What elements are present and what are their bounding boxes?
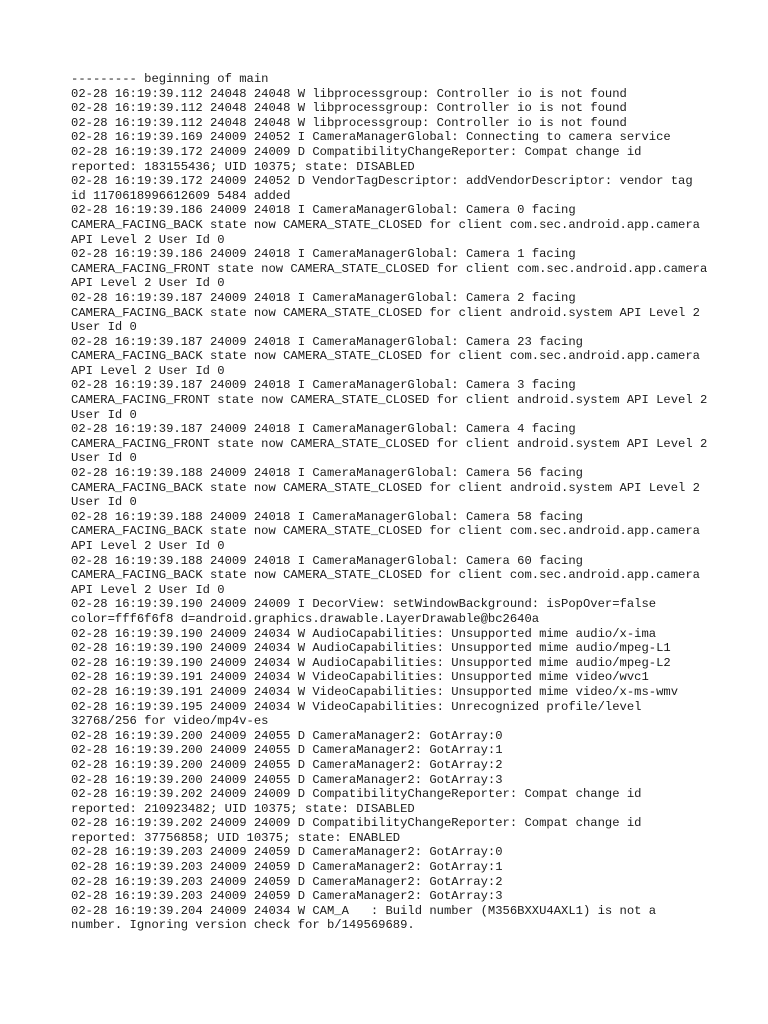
log-line: 02-28 16:19:39.195 24009 24034 W VideoCapabilities: Unrecognized profile/level 32768/256 for video/mp4v-es	[71, 699, 649, 729]
log-line: 02-28 16:19:39.187 24009 24018 I CameraManagerGlobal: Camera 23 facing CAMERA_FACING_BACK state now CAMERA_STATE_CLOSED for client com.sec.android.app.camera API Level 2 User Id 0	[71, 334, 708, 378]
log-header: --------- beginning of main	[71, 72, 269, 86]
log-line: 02-28 16:19:39.188 24009 24018 I CameraManagerGlobal: Camera 58 facing CAMERA_FACING_BACK state now CAMERA_STATE_CLOSED for client com.sec.android.app.camera API Level 2 User Id 0	[71, 509, 708, 553]
log-line: 02-28 16:19:39.172 24009 24009 D CompatibilityChangeReporter: Compat change id reported: 183155436; UID 10375; state: DISABLED	[71, 144, 649, 174]
log-line: 02-28 16:19:39.187 24009 24018 I CameraManagerGlobal: Camera 4 facing CAMERA_FACING_FRONT state now CAMERA_STATE_CLOSED for client android.system API Level 2 User Id 0	[71, 422, 715, 466]
log-line: 02-28 16:19:39.169 24009 24052 I CameraManagerGlobal: Connecting to camera service	[71, 130, 671, 145]
log-document	[71, 72, 715, 933]
log-line: 02-28 16:19:39.112 24048 24048 W libprocessgroup: Controller io is not found	[71, 115, 627, 130]
log-line: 02-28 16:19:39.112 24048 24048 W libprocessgroup: Controller io is not found	[71, 86, 627, 101]
log-line: 02-28 16:19:39.190 24009 24009 I DecorView: setWindowBackground: isPopOver=false color=fff6f6f8 d=android.graphics.drawable.LayerDrawable@bc2640a	[71, 597, 664, 626]
log-line: 02-28 16:19:39.203 24009 24059 D CameraManager2: GotArray:2	[71, 874, 503, 889]
log-line: 02-28 16:19:39.190 24009 24034 W AudioCapabilities: Unsupported mime audio/mpeg-L1	[71, 641, 671, 656]
log-line: 02-28 16:19:39.188 24009 24018 I CameraManagerGlobal: Camera 56 facing CAMERA_FACING_BACK state now CAMERA_STATE_CLOSED for client android.system API Level 2 User Id 0	[71, 466, 708, 510]
log-line: 02-28 16:19:39.200 24009 24055 D CameraManager2: GotArray:2	[71, 757, 503, 772]
log-line: 02-28 16:19:39.188 24009 24018 I CameraManagerGlobal: Camera 60 facing CAMERA_FACING_BACK state now CAMERA_STATE_CLOSED for client com.sec.android.app.camera API Level 2 User Id 0	[71, 553, 708, 597]
log-line: 02-28 16:19:39.191 24009 24034 W VideoCapabilities: Unsupported mime video/x-ms-wmv	[71, 684, 679, 699]
log-line: 02-28 16:19:39.200 24009 24055 D CameraManager2: GotArray:3	[71, 772, 503, 787]
log-line: 02-28 16:19:39.203 24009 24059 D CameraManager2: GotArray:3	[71, 889, 503, 904]
log-line: 02-28 16:19:39.191 24009 24034 W VideoCapabilities: Unsupported mime video/wvc1	[71, 670, 649, 685]
log-line: 02-28 16:19:39.112 24048 24048 W libprocessgroup: Controller io is not found	[71, 101, 627, 116]
log-line: 02-28 16:19:39.186 24009 24018 I CameraManagerGlobal: Camera 1 facing CAMERA_FACING_FRONT state now CAMERA_STATE_CLOSED for client com.sec.android.app.camera API Level 2 User Id 0	[71, 247, 715, 291]
log-line: 02-28 16:19:39.200 24009 24055 D CameraManager2: GotArray:0	[71, 728, 503, 743]
log-line: 02-28 16:19:39.187 24009 24018 I CameraManagerGlobal: Camera 3 facing CAMERA_FACING_FRONT state now CAMERA_STATE_CLOSED for client android.system API Level 2 User Id 0	[71, 378, 715, 422]
log-line: 02-28 16:19:39.203 24009 24059 D CameraManager2: GotArray:0	[71, 845, 503, 860]
log-line: 02-28 16:19:39.186 24009 24018 I CameraManagerGlobal: Camera 0 facing CAMERA_FACING_BACK state now CAMERA_STATE_CLOSED for client com.sec.android.app.camera API Level 2 User Id 0	[71, 203, 708, 247]
log-line: 02-28 16:19:39.200 24009 24055 D CameraManager2: GotArray:1	[71, 743, 503, 758]
log-line: 02-28 16:19:39.202 24009 24009 D CompatibilityChangeReporter: Compat change id reported: 210923482; UID 10375; state: DISABLED	[71, 787, 649, 816]
log-line: 02-28 16:19:39.202 24009 24009 D CompatibilityChangeReporter: Compat change id reported: 37756858; UID 10375; state: ENABLED	[71, 816, 649, 845]
log-line: 02-28 16:19:39.187 24009 24018 I CameraManagerGlobal: Camera 2 facing CAMERA_FACING_BACK state now CAMERA_STATE_CLOSED for client android.system API Level 2 User Id 0	[71, 290, 708, 335]
log-line: 02-28 16:19:39.203 24009 24059 D CameraManager2: GotArray:1	[71, 860, 503, 875]
log-line: 02-28 16:19:39.204 24009 24034 W CAM_A : Build number (M356BXXU4AXL1) is not a number. Ignoring version check for b/149569689.	[71, 903, 664, 933]
log-line: 02-28 16:19:39.190 24009 24034 W AudioCapabilities: Unsupported mime audio/mpeg-L2	[71, 655, 671, 670]
log-line: 02-28 16:19:39.190 24009 24034 W AudioCapabilities: Unsupported mime audio/x-ima	[71, 626, 657, 641]
log-line: 02-28 16:19:39.172 24009 24052 D VendorTagDescriptor: addVendorDescriptor: vendor tag id 1170618996612609 5484 added	[71, 174, 700, 203]
